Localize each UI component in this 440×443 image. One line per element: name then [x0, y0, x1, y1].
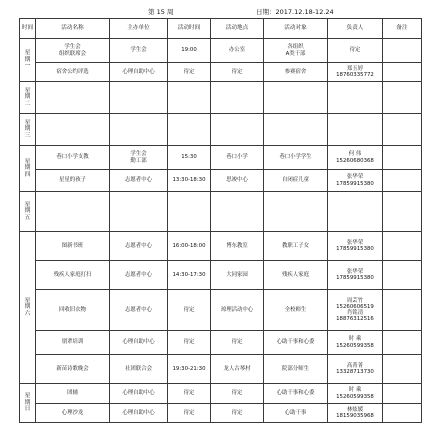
activity-place-line: 待定 [231, 390, 243, 397]
day-label-char: 星 [24, 158, 31, 165]
day-label-tue [20, 82, 36, 114]
activity-place [211, 170, 264, 192]
empty-cell [328, 192, 383, 232]
week-label: 第 15 周 [148, 8, 174, 16]
activity-time [168, 63, 211, 82]
empty-cell [383, 114, 422, 146]
activity-name-line: 团辅 [67, 390, 78, 397]
empty-cell [36, 114, 110, 146]
person-name: 15260606519 [336, 303, 374, 310]
day-label-char: 星 [24, 201, 31, 208]
activity-org-line: 心理自助中心 [122, 68, 155, 75]
day-label-char: 期 [24, 399, 31, 406]
column-header: 备注 [383, 19, 422, 39]
activity-time-line: 待定 [183, 68, 195, 75]
day-label-char: 期 [24, 126, 31, 133]
day-label-char: 星 [24, 87, 31, 94]
activity-target-line: 心助干事和心委 [276, 390, 315, 397]
person-phone: 15260599358 [336, 342, 374, 349]
empty-cell [383, 82, 422, 114]
schedule-table [19, 18, 422, 423]
activity-person [328, 384, 383, 404]
activity-name [36, 261, 110, 290]
activity-name-line: 回收旧衣物 [59, 306, 86, 313]
activity-time-line: 待定 [183, 390, 195, 397]
activity-time [168, 232, 211, 261]
activity-org [110, 170, 168, 192]
day-label-char: 一 [24, 63, 31, 70]
activity-time [168, 355, 211, 384]
activity-name-line: 组织联席会 [59, 50, 86, 57]
column-header: 活动名称 [36, 19, 110, 39]
activity-person [328, 355, 383, 384]
activity-time [168, 170, 211, 192]
person-name: 何 伟 [348, 151, 362, 158]
empty-cell [168, 114, 211, 146]
activity-org [110, 39, 168, 63]
activity-org [110, 331, 168, 355]
activity-time [168, 39, 211, 63]
activity-person [328, 331, 383, 355]
activity-target-line: 院部分师生 [282, 365, 309, 372]
column-header: 活动对象 [264, 19, 328, 39]
person-name: 肖铭清 [346, 310, 364, 316]
activity-target-line: 心助干事 [284, 409, 307, 416]
activity-org [110, 384, 168, 404]
activity-remark [383, 63, 422, 82]
activity-org-line: 志愿者中心 [125, 306, 152, 313]
activity-name [36, 404, 110, 423]
activity-target-line: 教职工子女 [282, 242, 309, 249]
day-label-char: 星 [24, 297, 31, 304]
person-phone: 17859915380 [336, 246, 374, 252]
empty-cell [168, 192, 211, 232]
activity-name-line: 学生会 [64, 44, 81, 51]
empty-cell [211, 114, 264, 146]
activity-place-line: 思竣中心 [226, 177, 248, 184]
activity-name-line: 图新书班 [61, 242, 84, 249]
activity-place [211, 290, 264, 331]
activity-name-line: 巷口小学支教 [56, 154, 89, 161]
empty-cell [328, 82, 383, 114]
empty-cell [36, 82, 110, 114]
activity-person [328, 290, 383, 331]
day-label-wed [20, 114, 36, 146]
activity-name [36, 146, 110, 170]
day-label-char: 日 [24, 406, 31, 413]
activity-time [168, 290, 211, 331]
activity-org-line: 社团联合会 [125, 365, 152, 372]
activity-name-line: 星星的孩子 [59, 177, 86, 184]
activity-name [36, 170, 110, 192]
activity-time [168, 261, 211, 290]
activity-remark [383, 384, 422, 404]
person-name: 郑玉婷 [346, 65, 364, 72]
activity-name-line: 心理沙龙 [61, 409, 84, 416]
activity-person [328, 404, 383, 423]
person-phone: 18159035968 [336, 413, 374, 419]
activity-remark [383, 232, 422, 261]
empty-cell [110, 192, 168, 232]
activity-place-line: 大同家园 [226, 271, 248, 278]
activity-place-line: 待定 [231, 68, 243, 75]
day-label-char: 期 [24, 165, 31, 172]
activity-org-line: 志愿者中心 [125, 177, 152, 184]
activity-place-line: 待定 [231, 409, 243, 416]
day-label-char: 期 [24, 304, 31, 311]
activity-time-line: 待定 [183, 306, 195, 313]
day-label-char: 期 [24, 208, 31, 215]
activity-target [264, 384, 328, 404]
activity-org [110, 63, 168, 82]
activity-target [264, 63, 328, 82]
column-header: 负责人 [328, 19, 383, 39]
activity-org-line: 志愿者中心 [125, 271, 152, 278]
day-label-thu [20, 146, 36, 192]
activity-name [36, 63, 110, 82]
column-header: 活动时间 [168, 19, 211, 39]
activity-org-line: 志愿者中心 [125, 242, 152, 249]
activity-time-line: 19:00 [181, 47, 197, 54]
day-label-char: 四 [24, 171, 31, 178]
activity-org [110, 290, 168, 331]
person-phone: 17859915380 [336, 180, 374, 187]
activity-place-line: 琼理活动中心 [220, 306, 254, 313]
activity-target [264, 404, 328, 423]
activity-name-line: 新苗诗歌晚会 [56, 365, 89, 372]
activity-name [36, 384, 110, 404]
day-label-char: 六 [24, 310, 31, 317]
activity-target-line: 巷口小学学生 [279, 154, 312, 161]
day-label-sun [20, 384, 36, 423]
empty-cell [110, 114, 168, 146]
date-range: 日期：2017.12.18-12.24 [256, 8, 334, 16]
day-label-char: 期 [24, 94, 31, 101]
activity-remark [383, 355, 422, 384]
person-phone: 13328713730 [336, 369, 374, 375]
day-label-char: 星 [24, 50, 31, 57]
activity-time-line: 15:30 [181, 154, 197, 161]
activity-place-line: 办公室 [228, 47, 246, 54]
day-label-char: 五 [24, 214, 31, 221]
activity-time [168, 331, 211, 355]
activity-name-line: 残疾人家庭打扫 [53, 271, 92, 278]
day-label-mon [20, 39, 36, 82]
activity-remark [383, 331, 422, 355]
day-label-char: 二 [24, 100, 31, 107]
activity-name-line: 宿舍公约评选 [56, 68, 89, 75]
activity-place [211, 331, 264, 355]
activity-person [328, 170, 383, 192]
activity-remark [383, 261, 422, 290]
empty-cell [110, 82, 168, 114]
activity-org-line: 学生会 [130, 151, 147, 158]
activity-time-line: 16:00-18:00 [172, 242, 206, 249]
person-name: 时 乘 [348, 336, 362, 343]
activity-time-line: 待定 [183, 409, 195, 416]
activity-place [211, 261, 264, 290]
activity-place-line: 待定 [231, 339, 243, 346]
activity-org [110, 355, 168, 384]
activity-place-line: 博东教室 [226, 242, 248, 249]
activity-place-line: 巷口小学 [226, 154, 248, 161]
day-label-fri [20, 192, 36, 232]
activity-place [211, 404, 264, 423]
activity-person [328, 63, 383, 82]
activity-target [264, 261, 328, 290]
activity-target-line: 自闭症儿童 [282, 177, 309, 184]
activity-name [36, 290, 110, 331]
activity-target [264, 355, 328, 384]
activity-org-line: 心理自助中心 [122, 409, 155, 416]
activity-time [168, 384, 211, 404]
activity-person [328, 232, 383, 261]
column-header: 活动地点 [211, 19, 264, 39]
activity-org [110, 404, 168, 423]
person-phone: 18876312516 [336, 316, 374, 323]
activity-remark [383, 290, 422, 331]
activity-target [264, 232, 328, 261]
activity-target [264, 331, 328, 355]
activity-target-line: 残疾人家庭 [282, 271, 309, 278]
empty-cell [383, 192, 422, 232]
activity-target-line: 全校师生 [284, 306, 307, 313]
empty-cell [168, 82, 211, 114]
activity-time-line: 14:30-17:30 [172, 271, 206, 278]
activity-org [110, 232, 168, 261]
activity-place [211, 355, 264, 384]
activity-target [264, 290, 328, 331]
person-name: 高菁菁 [346, 362, 364, 369]
activity-target-line: A类干部 [285, 50, 306, 57]
activity-place [211, 146, 264, 170]
activity-place [211, 384, 264, 404]
empty-cell [264, 82, 328, 114]
activity-person [328, 146, 383, 170]
day-label-sat [20, 232, 36, 384]
activity-name [36, 232, 110, 261]
activity-remark [383, 170, 422, 192]
day-label-char: 星 [24, 393, 31, 400]
activity-org [110, 261, 168, 290]
day-label-char: 三 [24, 132, 31, 139]
activity-name [36, 331, 110, 355]
activity-time [168, 404, 211, 423]
activity-name [36, 355, 110, 384]
day-label-char: 期 [24, 56, 31, 63]
activity-target [264, 170, 328, 192]
activity-person [328, 39, 383, 63]
activity-name [36, 39, 110, 63]
empty-cell [36, 192, 110, 232]
person-name: 待定 [349, 47, 361, 54]
person-name: 时 乘 [348, 387, 362, 394]
column-header: 主办单位 [110, 19, 168, 39]
activity-place [211, 63, 264, 82]
activity-target-line: 各组织 [287, 44, 304, 51]
activity-time-line: 待定 [183, 339, 195, 346]
person-name: 张华荣 [346, 174, 364, 181]
activity-time-line: 19:30-21:30 [172, 365, 206, 372]
activity-org-line: 学生会 [130, 47, 147, 54]
activity-person [328, 261, 383, 290]
activity-remark [383, 39, 422, 63]
person-phone: 15260599358 [336, 393, 374, 400]
activity-remark [383, 146, 422, 170]
activity-remark [383, 404, 422, 423]
activity-target-line: 心助干事和心委 [276, 339, 315, 346]
activity-place-line: 龙人古琴村 [223, 365, 251, 372]
person-name: 张华荣 [346, 239, 364, 246]
activity-place [211, 232, 264, 261]
column-header: 时间 [20, 19, 36, 39]
activity-org-line: 心理自助中心 [122, 339, 155, 346]
empty-cell [264, 114, 328, 146]
person-name: 周芸竹 [346, 297, 364, 304]
empty-cell [264, 192, 328, 232]
person-phone: 17859915380 [336, 275, 374, 281]
person-name: 林炫媛 [346, 406, 364, 413]
activity-time-line: 13:30-18:30 [172, 177, 206, 184]
activity-name-line: 朋辈培训 [61, 339, 84, 346]
empty-cell [211, 192, 264, 232]
activity-place [211, 39, 264, 63]
person-phone: 18760335772 [336, 72, 374, 78]
person-phone: 15260680368 [336, 157, 374, 164]
activity-target-line: 参赛宿舍 [284, 68, 307, 75]
person-name: 张华荣 [346, 268, 364, 275]
activity-org-line: 心理自助中心 [122, 390, 155, 397]
activity-time [168, 146, 211, 170]
activity-org [110, 146, 168, 170]
empty-cell [211, 82, 264, 114]
activity-target [264, 146, 328, 170]
empty-cell [328, 114, 383, 146]
activity-target [264, 39, 328, 63]
activity-org-line: 勤工部 [130, 157, 147, 164]
day-label-char: 星 [24, 119, 31, 126]
